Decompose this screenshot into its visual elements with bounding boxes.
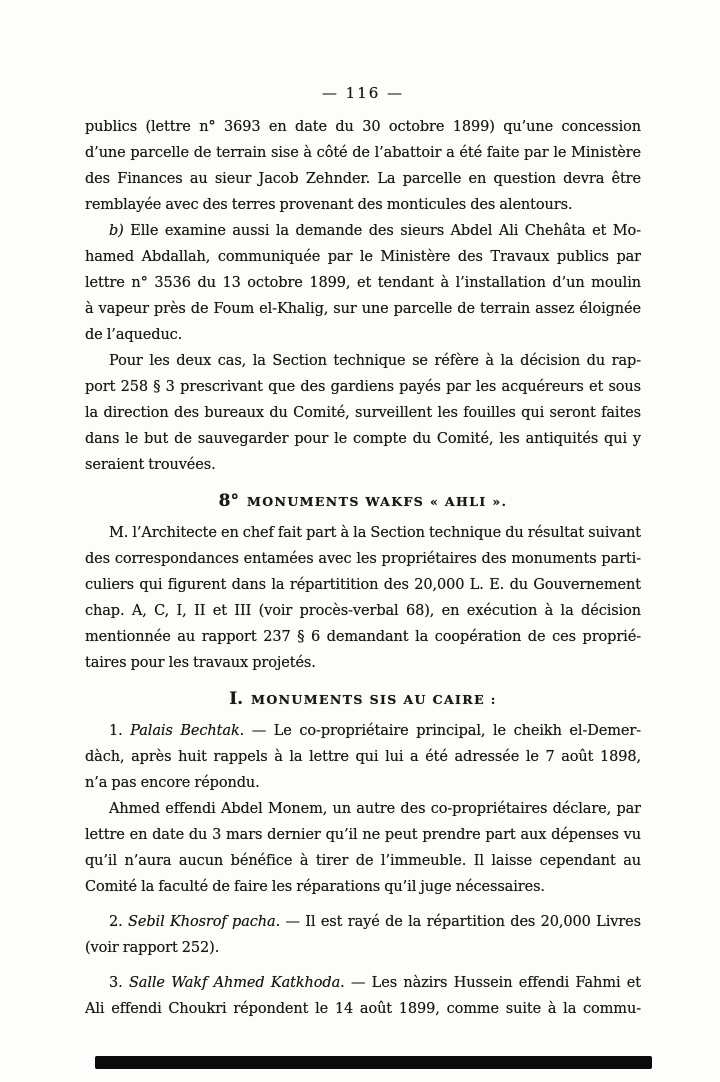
paragraph: [85, 718, 641, 796]
text-segment: Comité la faculté de faire les réparations qu’il juge nécessaires.: [85, 879, 545, 895]
paragraph: [85, 909, 641, 961]
text-segment: M. l’Architecte en chef fait part à la Section technique du résultat suivant: [109, 525, 641, 541]
text-line: [85, 400, 641, 426]
text-segment: d’une parcelle de terrain sise à côté de l’abattoir a été faite par le Ministère: [85, 145, 641, 161]
text-segment: lettre en date du 3 mars dernier qu’il ne peut prendre part aux dépenses vu: [85, 827, 641, 843]
text-segment: culiers qui figurent dans la répartitition des 20,000 L. E. du Gouvernement: [85, 577, 641, 593]
text-segment: 1.: [109, 723, 131, 739]
text-line: [85, 744, 641, 770]
text-segment: Ahmed effendi Abdel Monem, un autre des co-propriétaires déclare, par: [109, 801, 641, 817]
text-line: [85, 796, 641, 822]
section-heading-title: MONUMENTS SIS AU CAIRE :: [251, 692, 497, 707]
text-line: [85, 520, 641, 546]
text-segment: seraient trouvées.: [85, 457, 216, 473]
italic-text-segment: Palais Bechtak: [130, 723, 240, 739]
text-line: [85, 426, 641, 452]
italic-text-segment: Salle Wakf Ahmed Katkhoda: [128, 975, 341, 991]
text-segment: . — Les nàzirs Hussein effendi Fahmi et: [340, 975, 641, 991]
text-line: [85, 546, 641, 572]
section-heading-number: 8°: [218, 491, 239, 511]
text-line: [85, 374, 641, 400]
text-line: [85, 114, 641, 140]
text-segment: . — Il est rayé de la répartition des 20,000 Livres: [275, 914, 641, 930]
text-line: [85, 935, 641, 961]
scan-artifact-bar: [95, 1056, 652, 1069]
text-segment: 2.: [109, 914, 129, 930]
text-segment: dans le but de sauvegarder pour le compte du Comité, les antiquités qui y: [85, 431, 641, 447]
page-number: — 116 —: [321, 84, 405, 102]
paragraph: [85, 796, 641, 900]
text-segment: 3.: [109, 975, 129, 991]
paragraph: [85, 520, 641, 676]
section-heading-number: I.: [229, 689, 244, 709]
text-segment: publics (lettre n° 3693 en date du 30 octobre 1899) qu’une concession: [85, 119, 641, 135]
text-line: [85, 650, 641, 676]
text-segment: taires pour les travaux projetés.: [85, 655, 316, 671]
text-line: [85, 322, 641, 348]
text-segment: Ali effendi Choukri répondent le 14 août 1899, comme suite à la commu-: [85, 1001, 641, 1017]
text-line: [85, 270, 641, 296]
text-segment: la direction des bureaux du Comité, surveillent les fouilles qui seront faites: [85, 405, 641, 421]
section-heading-title: MONUMENTS WAKFS « AHLI ».: [246, 494, 508, 509]
page-text: [85, 114, 641, 1022]
text-segment: Pour les deux cas, la Section technique se réfère à la décision du rap-: [109, 353, 641, 369]
text-segment: . — Le co-propriétaire principal, le cheikh el-Demer-: [239, 723, 641, 739]
text-segment: (voir rapport 252).: [85, 940, 220, 956]
text-segment: lettre n° 3536 du 13 octobre 1899, et tendant à l’installation d’un moulin: [85, 275, 641, 291]
text-line: [85, 166, 641, 192]
text-line: [85, 822, 641, 848]
section-heading: [85, 686, 641, 712]
text-line: [85, 348, 641, 374]
text-line: [85, 718, 641, 744]
text-line: [85, 624, 641, 650]
italic-text-segment: Sebil Khosrof pacha: [128, 914, 276, 930]
text-line: [85, 452, 641, 478]
text-line: [85, 572, 641, 598]
text-segment: mentionnée au rapport 237 § 6 demandant la coopération de ces proprié-: [85, 629, 641, 645]
text-line: [85, 598, 641, 624]
text-segment: hamed Abdallah, communiquée par le Ministère des Travaux publics par: [85, 249, 641, 265]
text-line: [85, 848, 641, 874]
text-line: [85, 909, 641, 935]
text-segment: à vapeur près de Foum el-Khalig, sur une parcelle de terrain assez éloignée: [85, 301, 641, 317]
text-segment: Elle examine aussi la demande des sieurs Abdel Ali Chehâta et Mo-: [130, 223, 641, 239]
text-segment: de l’aqueduc.: [85, 327, 183, 343]
text-segment: qu’il n’aura aucun bénéfice à tirer de l’immeuble. Il laisse cependant au: [85, 853, 641, 869]
italic-text-segment: b): [109, 223, 131, 239]
text-segment: des correspondances entamées avec les propriétaires des monuments parti-: [85, 551, 641, 567]
text-line: [85, 192, 641, 218]
paragraph: [85, 218, 641, 348]
text-segment: remblayée avec des terres provenant des monticules des alentours.: [85, 197, 573, 213]
text-segment: n’a pas encore répondu.: [85, 775, 260, 791]
paragraph: [85, 348, 641, 478]
paragraph: [85, 114, 641, 218]
text-segment: dàch, après huit rappels à la lettre qui lui a été adressée le 7 août 1898,: [85, 749, 641, 765]
paragraph: [85, 970, 641, 1022]
text-line: [85, 770, 641, 796]
text-segment: chap. A, C, I, II et III (voir procès-verbal 68), en exécution à la décision: [85, 603, 641, 619]
text-line: [85, 970, 641, 996]
text-line: [85, 996, 641, 1022]
text-segment: port 258 § 3 prescrivant que des gardiens payés par les acquéreurs et sous: [85, 379, 641, 395]
text-line: [85, 218, 641, 244]
text-line: [85, 140, 641, 166]
text-segment: des Finances au sieur Jacob Zehnder. La parcelle en question devra être: [85, 171, 641, 187]
text-line: [85, 296, 641, 322]
section-heading: [85, 488, 641, 514]
text-line: [85, 244, 641, 270]
text-line: [85, 874, 641, 900]
